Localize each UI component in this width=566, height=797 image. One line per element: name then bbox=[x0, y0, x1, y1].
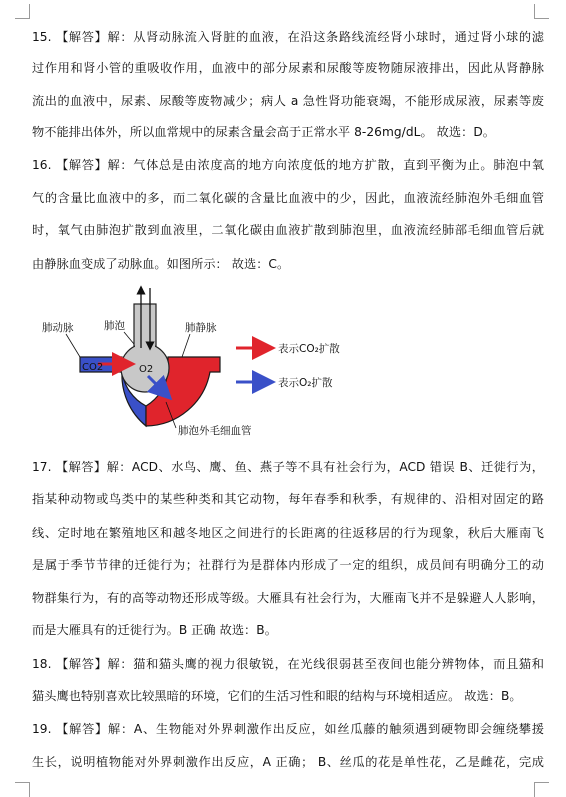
answer-16-line: 气的含量比血液中的多，而二氧化碳的含量比血液中的少，因此，血液流经肺泡外毛细血管 bbox=[32, 191, 544, 205]
pulmonary-artery-label: 肺动脉 bbox=[42, 322, 74, 334]
capillary-label: 肺泡外毛细血管 bbox=[178, 425, 252, 437]
answer-15-line: 流出的血液中，尿素、尿酸等废物减少；病人 a 急性肾功能衰竭，不能形成尿液，尿素等废 bbox=[32, 94, 544, 108]
answer-17-line: 是属于季节节律的迁徙行为；社群行为是群体内形成了一定的组织，成员间有明确分工的动 bbox=[32, 558, 544, 572]
answer-17-line: 而是大雁具有的迁徙行为。B 正确 故选：B。 bbox=[32, 623, 277, 637]
legend bbox=[236, 342, 340, 389]
page-corner-mark bbox=[15, 4, 30, 19]
answer-16-line: 由静脉血变成了动脉血。如图所示： 故选：C。 bbox=[32, 257, 290, 271]
page-corner-mark bbox=[15, 782, 30, 797]
co2-label: CO2 bbox=[82, 362, 104, 373]
answer-17-line: 17. 【解答】解：ACD、水鸟、鹰、鱼、燕子等不具有社会行为，ACD 错误 B、迁徙行为， bbox=[32, 460, 544, 474]
alveolus-label: 肺泡 bbox=[104, 320, 125, 332]
page-corner-mark bbox=[534, 782, 549, 797]
answer-16-line: 16. 【解答】解：气体总是由浓度高的地方向浓度低的地方扩散，直到平衡为止。肺泡中氧 bbox=[32, 158, 544, 172]
alveolus bbox=[121, 304, 169, 392]
legend-co2-text: 表示CO₂扩散 bbox=[278, 343, 340, 355]
o2-label: O2 bbox=[139, 364, 154, 375]
vein-leader-line bbox=[182, 334, 190, 357]
answer-17-line: 指某种动物或鸟类中的某些种类和其它动物，每年春季和秋季，有规律的、沿相对固定的路 bbox=[32, 492, 544, 506]
pulmonary-vein-label: 肺静脉 bbox=[185, 322, 217, 334]
alveolus-gas-exchange-diagram bbox=[30, 282, 400, 444]
answer-17-line: 线、定时地在繁殖地区和越冬地区之间进行的长距离的往返移居的行为现象，秋后大雁南飞 bbox=[32, 526, 544, 540]
answer-15-line: 15. 【解答】解：从肾动脉流入肾脏的血液，在沿这条路线流经肾小球时，通过肾小球的滤 bbox=[32, 30, 544, 44]
page-corner-mark bbox=[534, 4, 549, 19]
artery-leader-line bbox=[66, 334, 80, 357]
answer-18-line: 猫头鹰也特别喜欢比较黑暗的环境，它们的生活习性和眼的结构与环境相适应。 故选：B。 bbox=[32, 689, 522, 703]
answer-15-line: 过作用和肾小管的重吸收作用，血液中的部分尿素和尿酸等废物随尿液排出，因此从肾静脉 bbox=[32, 61, 544, 75]
answer-19-line: 生长，说明植物能对外界刺激作出反应，A 正确； B、丝瓜的花是单性花，乙是雌花，完成 bbox=[32, 755, 544, 769]
answer-15-line: 物不能排出体外，所以血常规中的尿素含量会高于正常水平 8-26mg/dL。 故选：D。 bbox=[32, 125, 495, 139]
answer-16-line: 时，氧气由肺泡扩散到血液里，二氧化碳由血液扩散到肺泡里，血液流经肺部毛细血管后就 bbox=[32, 223, 544, 237]
legend-o2-text: 表示O₂扩散 bbox=[278, 377, 333, 389]
alveolus-leader-line bbox=[124, 332, 134, 344]
answer-18-line: 18. 【解答】解：猫和猫头鹰的视力很敏锐，在光线很弱甚至夜间也能分辨物体，而且猫和 bbox=[32, 657, 544, 671]
answer-17-line: 物群集行为，有的高等动物还形成等级。大雁具有社会行为，大雁南飞并不是躲避人人影响， bbox=[32, 591, 544, 605]
answer-19-line: 19. 【解答】解：A、生物能对外界刺激作出反应，如丝瓜藤的触须遇到硬物即会缠绕攀援 bbox=[32, 722, 544, 736]
